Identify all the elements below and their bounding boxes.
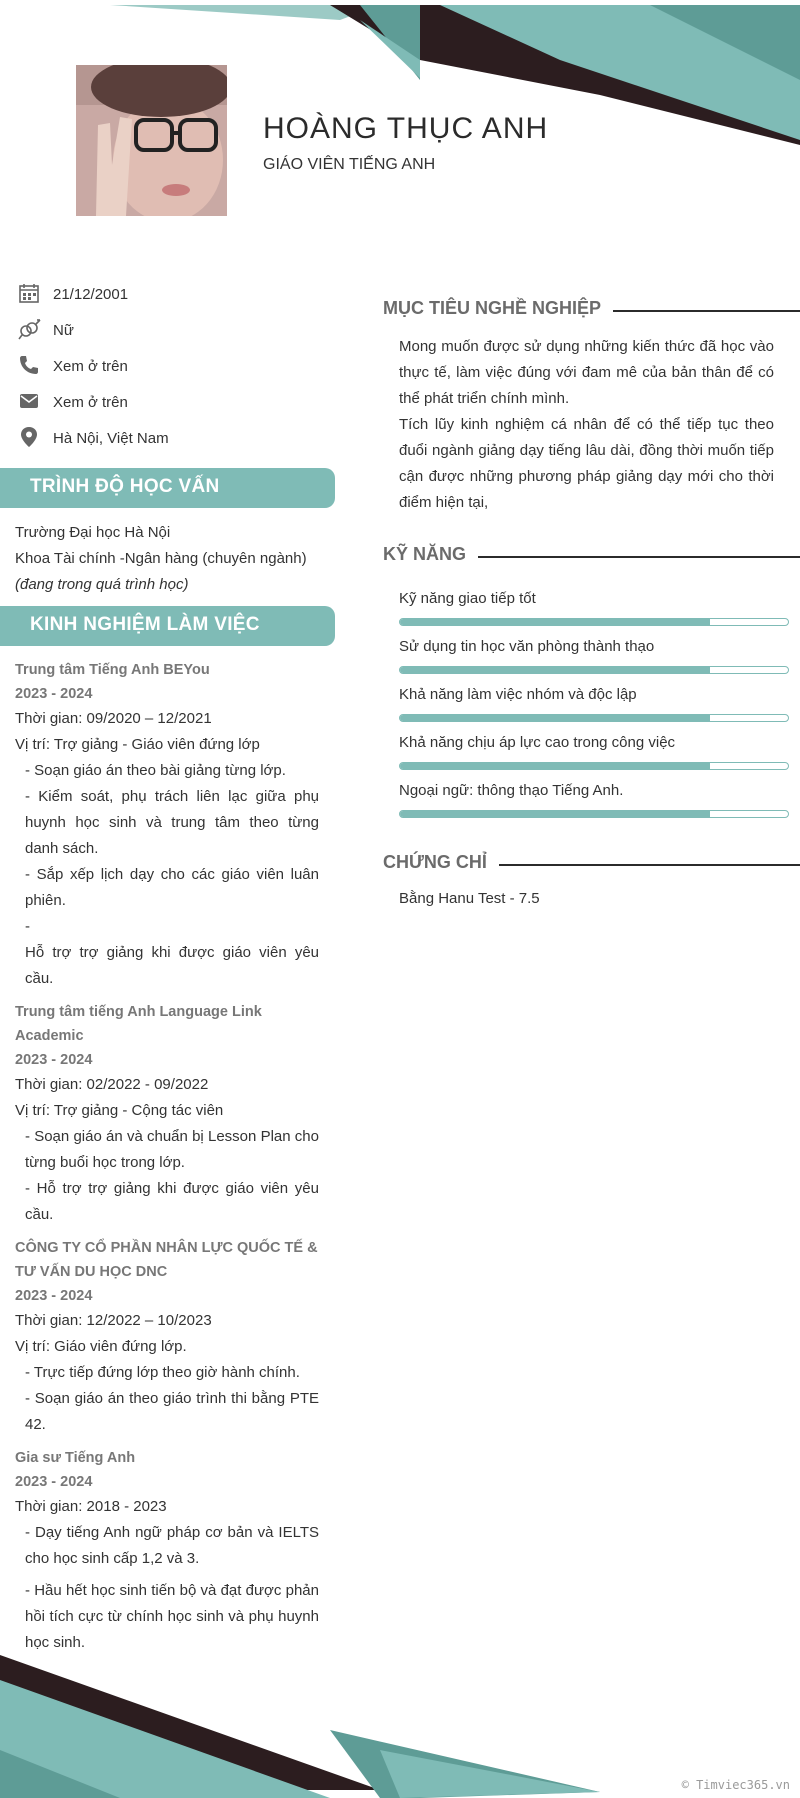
job-bullet: - Kiểm soát, phụ trách liên lạc giữa phụ huynh học sinh và trung tâm theo từng danh sách.: [25, 788, 319, 857]
education-title: TRÌNH ĐỘ HỌC VẤN: [30, 476, 220, 497]
job-bullet: - Hỗ trợ trợ giảng khi được giáo viên yêu cầu.: [25, 1180, 319, 1223]
avatar: [76, 65, 227, 216]
dob-text: 21/12/2001: [53, 286, 129, 303]
job-time: Thời gian: 12/2022 – 10/2023: [15, 1312, 212, 1329]
job-position: Vị trí: Trợ giảng - Giáo viên đứng lớp: [15, 736, 260, 753]
job-item: [15, 1446, 319, 1656]
watermark: © Timviec365.vn: [681, 1778, 790, 1792]
objective-paragraph: Mong muốn được sử dụng những kiến thức đã học vào thực tế, làm việc đúng với đam mê của bản thân để có thể phát triển chính mình.: [399, 338, 774, 407]
skill-label: Kỹ năng giao tiếp tốt: [399, 590, 536, 607]
contact-address: [0, 424, 335, 460]
address-text: Hà Nội, Việt Nam: [53, 430, 169, 447]
email-text: Xem ở trên: [53, 394, 128, 411]
job-company: Trung tâm Tiếng Anh BEYou: [15, 662, 210, 678]
contact-email: [0, 388, 335, 424]
education-major: Khoa Tài chính -Ngân hàng (chuyên ngành): [15, 550, 307, 567]
contact-gender: [0, 316, 335, 352]
job-bullet: Hỗ trợ trợ giảng khi được giáo viên yêu cầu.: [25, 944, 319, 987]
education-header: [0, 468, 335, 508]
email-icon: [18, 390, 40, 412]
skill-bar: [399, 762, 789, 770]
skill-label: Sử dụng tin học văn phòng thành thạo: [399, 638, 655, 655]
job-years: 2023 - 2024: [15, 1052, 93, 1068]
objective-content: [383, 326, 800, 516]
certificates-title: CHỨNG CHỈ: [383, 852, 499, 873]
job-time: Thời gian: 02/2022 - 09/2022: [15, 1076, 209, 1093]
job-bullet: - Soạn giáo án theo giáo trình thi bằng PTE 42.: [25, 1390, 319, 1433]
job-years: 2023 - 2024: [15, 1474, 93, 1490]
job-item: [15, 1000, 319, 1228]
skill-item: [399, 782, 800, 830]
skill-item: [399, 590, 800, 638]
job-time: Thời gian: 2018 - 2023: [15, 1498, 167, 1515]
skill-label: Khả năng chịu áp lực cao trong công việc: [399, 734, 676, 751]
footer-decoration: [0, 1650, 800, 1798]
calendar-icon: [18, 282, 40, 304]
skills-header: [383, 536, 800, 572]
gender-text: Nữ: [53, 322, 74, 339]
job-position: Vị trí: Giáo viên đứng lớp.: [15, 1338, 187, 1355]
phone-text: Xem ở trên: [53, 358, 128, 375]
experience-title: KINH NGHIỆM LÀM VIỆC: [30, 614, 260, 635]
phone-icon: [18, 354, 40, 376]
job-bullet: - Dạy tiếng Anh ngữ pháp cơ bản và IELTS cho học sinh cấp 1,2 và 3.: [25, 1524, 319, 1567]
right-column: [383, 290, 800, 907]
job-time: Thời gian: 09/2020 – 12/2021: [15, 710, 212, 727]
skill-bar: [399, 666, 789, 674]
candidate-role: GIÁO VIÊN TIẾNG ANH: [263, 156, 436, 173]
skills-list: [383, 572, 800, 830]
contact-dob: [0, 280, 335, 316]
skill-label: Khả năng làm việc nhóm và độc lập: [399, 686, 637, 703]
skill-bar-fill: [400, 811, 710, 817]
skill-bar: [399, 714, 789, 722]
experience-header: [0, 606, 335, 646]
job-bullet: - Trực tiếp đứng lớp theo giờ hành chính.: [25, 1364, 300, 1381]
skill-item: [399, 638, 800, 686]
skill-bar-fill: [400, 715, 710, 721]
skill-bar: [399, 810, 789, 818]
certificate-item: Bằng Hanu Test - 7.5: [399, 890, 540, 907]
left-column: [0, 280, 335, 1664]
skill-item: [399, 734, 800, 782]
education-status: (đang trong quá trình học): [15, 576, 189, 593]
certificates-content: [383, 880, 800, 907]
experience-content: [0, 646, 319, 1656]
job-bullet: - Sắp xếp lịch dạy cho các giáo viên luân phiên.: [25, 866, 319, 909]
objective-header: [383, 290, 800, 326]
job-item: [15, 658, 319, 992]
job-bullet: - Hầu hết học sinh tiến bộ và đạt được phản hồi tích cực từ chính học sinh và phụ huynh học sinh.: [25, 1582, 319, 1651]
skill-bar-fill: [400, 619, 710, 625]
skill-bar-fill: [400, 763, 710, 769]
objective-title: MỤC TIÊU NGHỀ NGHIỆP: [383, 298, 613, 319]
location-icon: [18, 426, 40, 448]
job-company: CÔNG TY CỔ PHẦN NHÂN LỰC QUỐC TẾ & TƯ VẤN DU HỌC DNC: [15, 1240, 318, 1280]
skill-bar: [399, 618, 789, 626]
skill-label: Ngoại ngữ: thông thạo Tiếng Anh.: [399, 782, 624, 799]
education-school: Trường Đại học Hà Nội: [15, 524, 171, 541]
contact-phone: [0, 352, 335, 388]
job-years: 2023 - 2024: [15, 1288, 93, 1304]
certificates-header: [383, 844, 800, 880]
job-bullet: - Soạn giáo án và chuẩn bị Lesson Plan cho từng buổi học trong lớp.: [25, 1128, 319, 1171]
skill-item: [399, 686, 800, 734]
objective-paragraph: Tích lũy kinh nghiệm cá nhân để có thể tiếp tục theo đuổi ngành giảng dạy tiếng lâu dài, đồng thời muốn tiếp cận được những phương pháp giảng dạy mới cho thời điểm hiện tại,: [399, 416, 774, 511]
job-bullet: - Soạn giáo án theo bài giảng từng lớp.: [25, 762, 286, 779]
gender-icon: [18, 318, 40, 340]
education-content: [0, 508, 335, 598]
skills-title: KỸ NĂNG: [383, 544, 478, 565]
job-years: 2023 - 2024: [15, 686, 93, 702]
skill-bar-fill: [400, 667, 710, 673]
job-item: [15, 1236, 319, 1438]
job-position: Vị trí: Trợ giảng - Cộng tác viên: [15, 1102, 224, 1119]
job-company: Gia sư Tiếng Anh: [15, 1450, 136, 1466]
job-company: Trung tâm tiếng Anh Language Link Academic: [15, 1004, 262, 1044]
candidate-name: HOÀNG THỤC ANH: [263, 112, 549, 145]
job-bullet: -: [25, 918, 30, 935]
